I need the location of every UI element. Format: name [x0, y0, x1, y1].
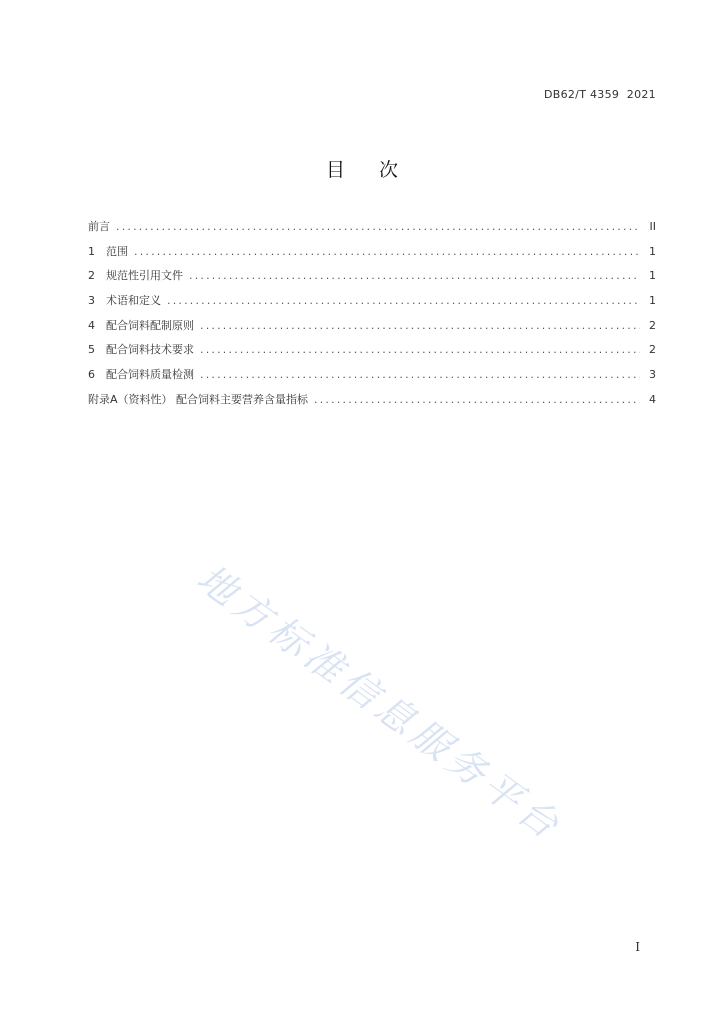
page-title: 目次: [325, 159, 432, 181]
toc-entry-label: 范围: [106, 244, 128, 258]
toc-entry-6[interactable]: [88, 366, 656, 391]
toc-leader-dots: [200, 368, 640, 381]
toc-entry-2[interactable]: [88, 267, 656, 292]
toc-entry-number: 6: [88, 368, 95, 382]
toc-leader-dots: [200, 319, 640, 332]
toc-leader-dots: [116, 220, 640, 233]
page-number: I: [635, 940, 640, 954]
toc-entry-5[interactable]: [88, 341, 656, 366]
toc-entry-label: 配合饲料技术要求: [106, 343, 194, 357]
toc-entry-number: 4: [88, 318, 95, 332]
toc-entry-1[interactable]: [88, 243, 656, 268]
toc-entry-foreword[interactable]: [88, 218, 656, 243]
toc-entry-page: 2: [649, 318, 656, 332]
toc-entry-page: 1: [649, 294, 656, 308]
toc-entry-page: 1: [649, 244, 656, 258]
toc-entry-page: 3: [649, 368, 656, 382]
toc-entry-page: 4: [649, 392, 656, 406]
document-code: DB62/T 4359 2021: [543, 88, 656, 101]
toc-entry-label: 附录A（资料性） 配合饲料主要营养含量指标: [88, 392, 309, 406]
toc-leader-dots: [200, 343, 640, 356]
toc-entry-number: 3: [88, 294, 95, 308]
toc-entry-appendix-a[interactable]: [88, 391, 656, 416]
toc-entry-label: 配合饲料配制原则: [106, 318, 194, 332]
toc-entry-page: 1: [649, 269, 656, 283]
toc-leader-dots: [314, 393, 640, 406]
toc-leader-dots: [189, 269, 640, 282]
toc-entry-page: 2: [649, 343, 656, 357]
watermark-text: 地方标准信息服务平台: [189, 555, 571, 850]
toc-leader-dots: [167, 294, 640, 307]
toc-entry-page: II: [649, 220, 656, 233]
toc-entry-number: 1: [88, 244, 95, 258]
toc-entry-number: 2: [88, 269, 95, 283]
toc-entry-3[interactable]: [88, 292, 656, 317]
toc-entry-4[interactable]: [88, 317, 656, 342]
toc-leader-dots: [134, 245, 640, 258]
toc-entry-number: 5: [88, 343, 95, 357]
toc-entry-label: 前言: [88, 220, 110, 233]
toc-entry-label: 术语和定义: [106, 294, 161, 308]
toc-entry-label: 配合饲料质量检测: [106, 368, 194, 382]
toc-entry-label: 规范性引用文件: [106, 269, 183, 283]
table-of-contents: [88, 218, 656, 416]
